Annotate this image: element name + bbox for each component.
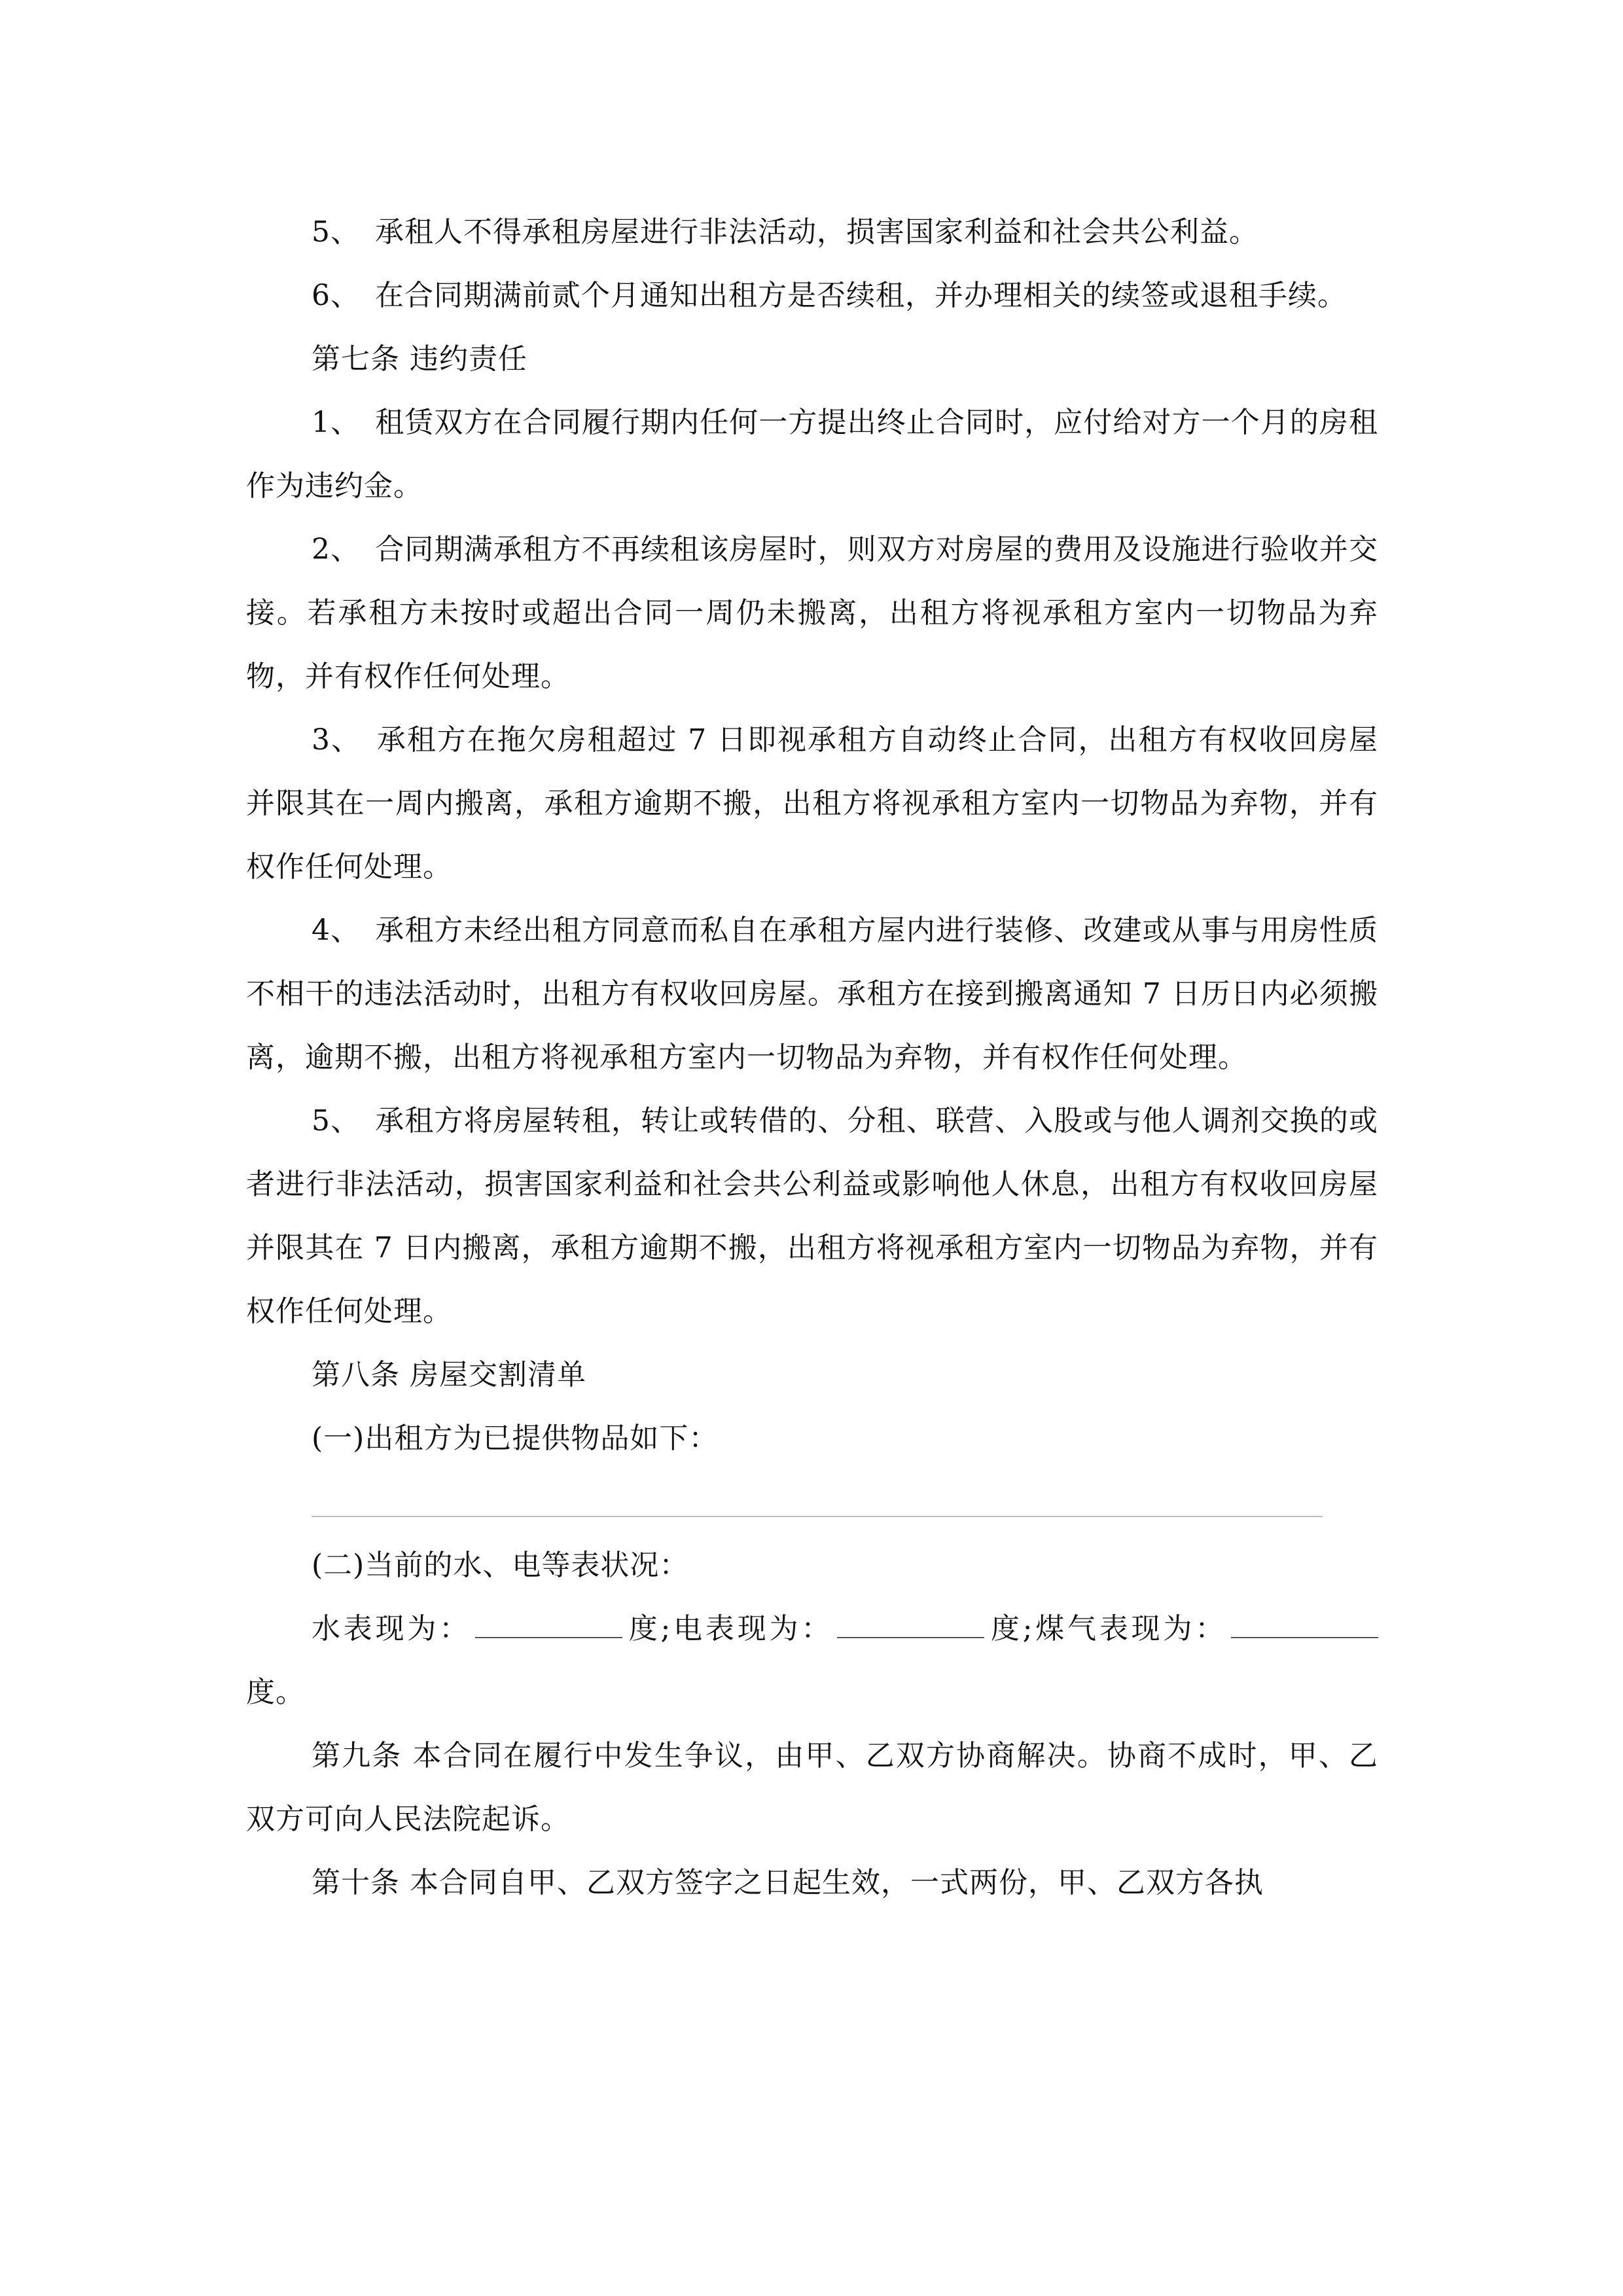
provided-items-underline	[312, 1516, 1323, 1517]
article-7-item-1: 1、 租赁双方在合同履行期内任何一方提出终止合同时，应付给对方一个月的房租作为违约金。	[246, 406, 1378, 503]
article-10: 第十条 本合同自甲、乙双方签字之日起生效，一式两份，甲、乙双方各执	[312, 1866, 1264, 1899]
article-7-item-2: 2、 合同期满承租方不再续租该房屋时，则双方对房屋的费用及设施进行验收并交接。若承租方未按时或超出合同一周仍未搬离，出租方将视承租方室内一切物品为弃物，并有权作任何处理。	[246, 533, 1378, 693]
clause-6-item-5: 5、 承租人不得承租房屋进行非法活动，损害国家利益和社会共公利益。	[312, 215, 1258, 249]
article-8-item-1: (一)出租方为已提供物品如下：	[312, 1422, 719, 1455]
article-7-item-3: 3、 承租方在拖欠房租超过 7 日即视承租方自动终止合同，出租方有权收回房屋并限其在一周内搬离，承租方逾期不搬，出租方将视承租方室内一切物品为弃物，并有权作任何处理。	[246, 723, 1378, 884]
meter-readings-line	[246, 1597, 1378, 1724]
gas-meter-label: 度;煤气表现为：	[988, 1612, 1228, 1645]
document-body	[246, 200, 1378, 1914]
article-8-heading: 第八条 房屋交割清单	[312, 1358, 586, 1391]
gas-meter-blank	[1231, 1611, 1378, 1638]
article-7-heading: 第七条 违约责任	[312, 342, 527, 376]
electric-meter-blank	[837, 1611, 984, 1638]
article-8-item-2: (二)当前的水、电等表状况：	[312, 1549, 689, 1582]
electric-meter-label: 度;电表现为：	[626, 1612, 834, 1645]
article-7-item-4: 4、 承租方未经出租方同意而私自在承租方屋内进行装修、改建或从事与用房性质不相干的违法活动时，出租方有权收回房屋。承租方在接到搬离通知 7 日历日内必须搬离，逾期不搬，出租方将视承租方室内一切物品为弃物，并有权作任何处理。	[246, 914, 1378, 1074]
provided-items-blank-line	[246, 1470, 1378, 1534]
clause-6-item-6: 6、 在合同期满前贰个月通知出租方是否续租，并办理相关的续签或退租手续。	[312, 279, 1347, 312]
article-7-item-5: 5、 承租方将房屋转租，转让或转借的、分租、联营、入股或与他人调剂交换的或者进行非法活动，损害国家利益和社会共公利益或影响他人休息，出租方有权收回房屋并限其在 7 日内搬离，承租方逾期不搬，出租方将视承租方室内一切物品为弃物，并有权作任何处理。	[246, 1104, 1378, 1328]
article-9: 第九条 本合同在履行中发生争议，由甲、乙双方协商解决。协商不成时，甲、乙双方可向人民法院起诉。	[246, 1739, 1378, 1836]
gas-meter-unit: 度。	[246, 1676, 305, 1709]
water-meter-label: 水表现为：	[312, 1612, 471, 1645]
water-meter-blank	[475, 1611, 622, 1638]
